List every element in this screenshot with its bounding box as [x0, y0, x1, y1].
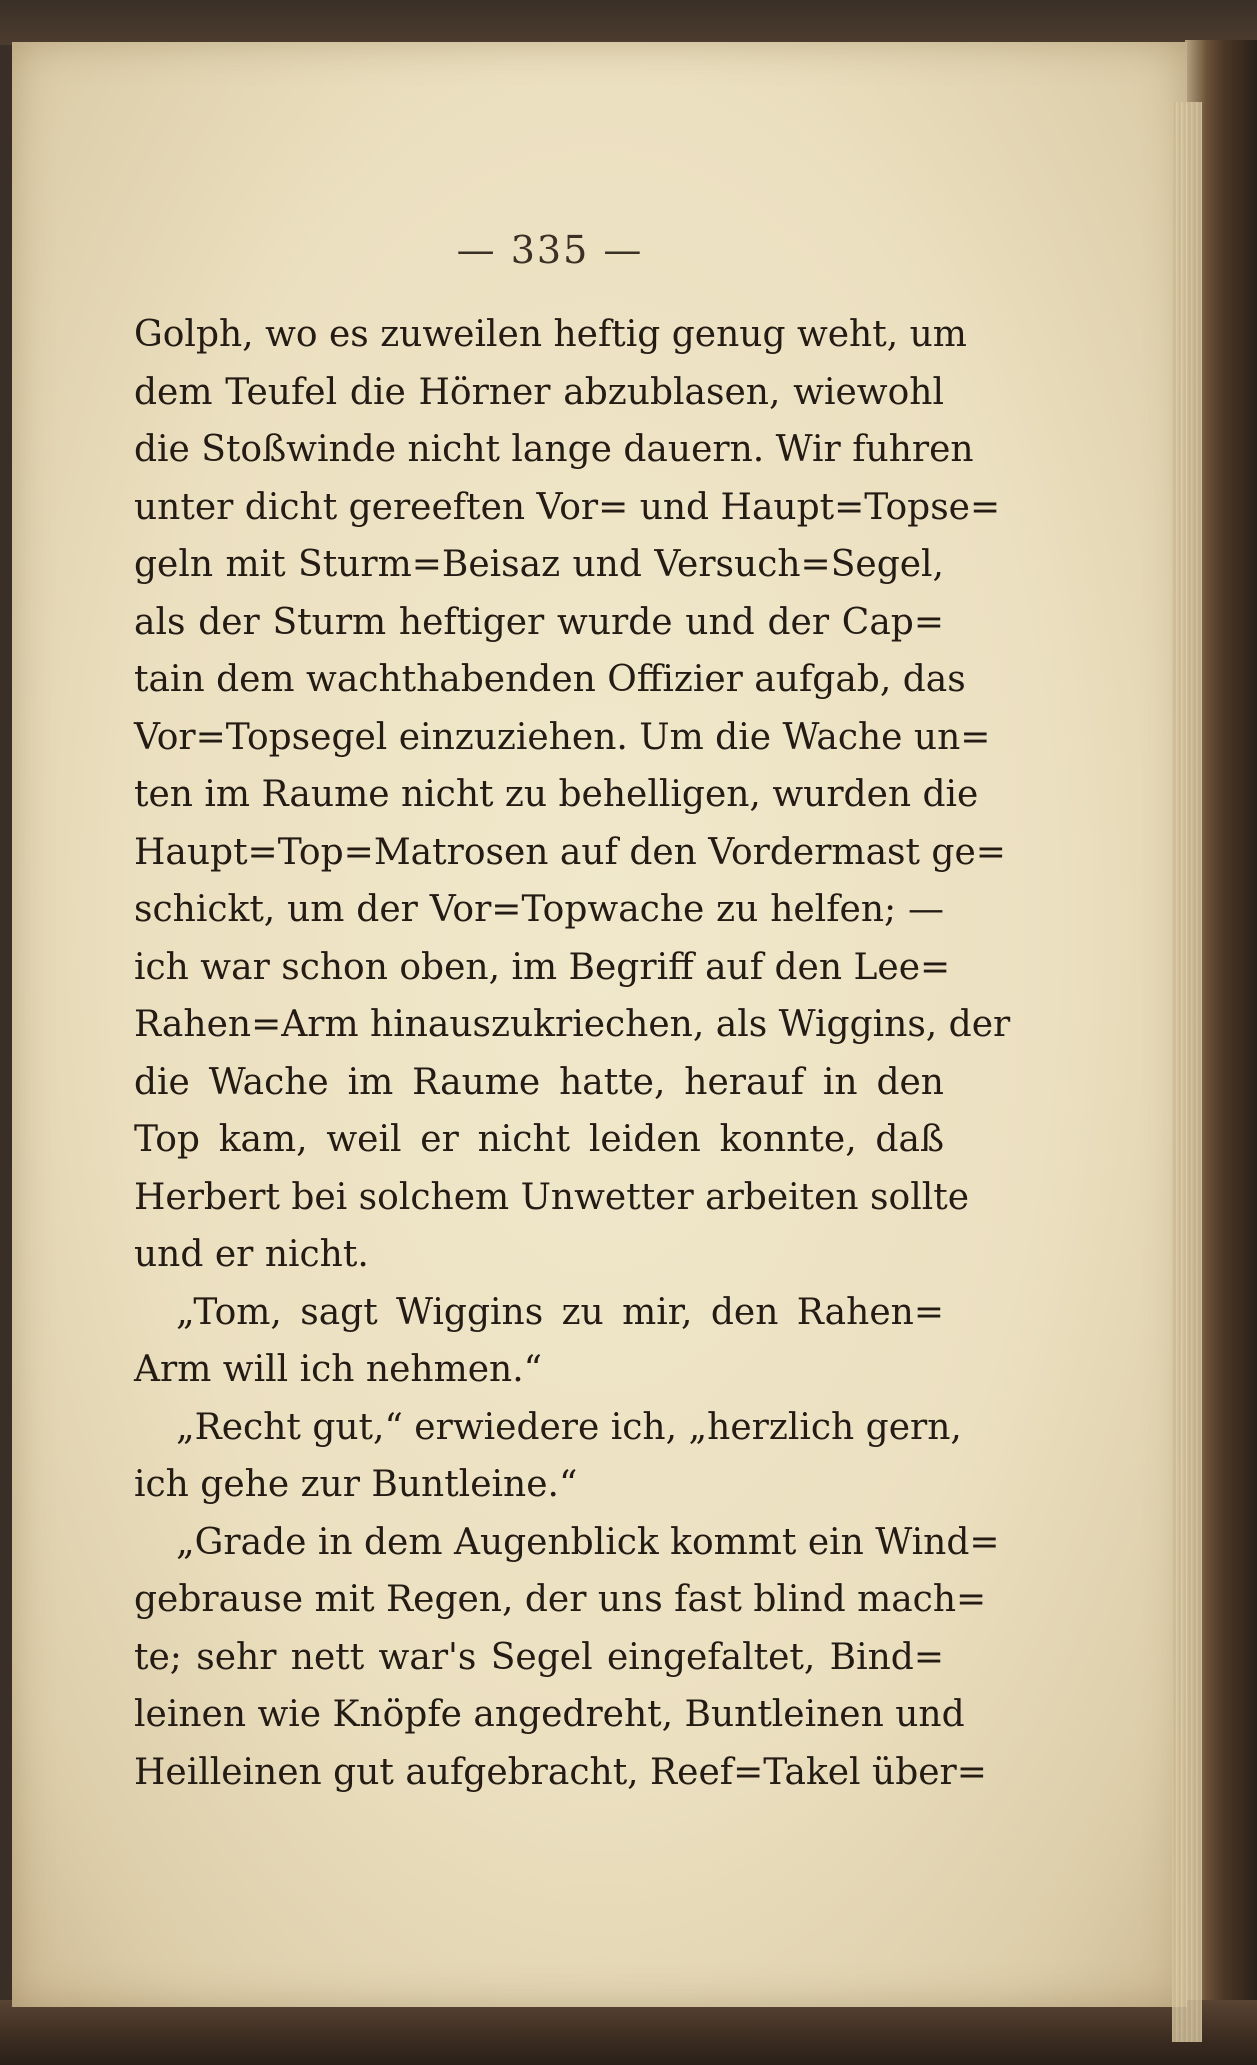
book-cover-bottom	[0, 2000, 1257, 2065]
text-line: ich gehe zur Buntleine.“	[134, 1464, 578, 1505]
text-line: Herbert bei solchem Unwetter arbeiten sollte	[134, 1176, 969, 1218]
text-line: „Recht gut,“ erwiedere ich, „herzlich gern,	[176, 1406, 962, 1448]
text-line: als der Sturm heftiger wurde und der Cap=	[134, 601, 944, 643]
text-line: Vor=Topsegel einzuziehen. Um die Wache un=	[134, 716, 991, 758]
text-line: Rahen=Arm hinauszukriechen, als Wiggins, der	[134, 1004, 1011, 1045]
text-line: und er nicht.	[134, 1234, 369, 1275]
text-line: Golph, wo es zuweilen heftig genug weht, um	[134, 314, 967, 355]
text-line: schickt, um der Vor=Topwache zu helfen; —	[134, 889, 944, 930]
book-cover-top	[0, 0, 1257, 45]
text-line: unter dicht gereeften Vor= und Haupt=Topse=	[134, 486, 1001, 528]
text-line: te; sehr nett war's Segel eingefaltet, Bind=	[134, 1636, 944, 1678]
text-line: „Grade in dem Augenblick kommt ein Wind=	[176, 1521, 1000, 1563]
text-line: Haupt=Top=Matrosen auf den Vordermast ge=	[134, 831, 1006, 873]
text-line: ich war schon oben, im Begriff auf den Lee=	[134, 946, 951, 988]
text-line: Top kam, weil er nicht leiden konnte, daß	[134, 1119, 944, 1160]
text-line: gebrause mit Regen, der uns fast blind mach=	[134, 1579, 987, 1620]
text-line: geln mit Sturm=Beisaz und Versuch=Segel,	[134, 544, 944, 585]
text-line: Arm will ich nehmen.“	[134, 1349, 543, 1390]
body-text	[134, 306, 1011, 1801]
text-line: tain dem wachthabenden Offizier aufgab, das	[134, 659, 966, 700]
text-line: leinen wie Knöpfe angedreht, Buntleinen und	[134, 1694, 965, 1735]
text-line: dem Teufel die Hörner abzublasen, wiewohl	[134, 371, 944, 413]
text-line: die Wache im Raume hatte, herauf in den	[134, 1061, 944, 1103]
text-line: Heilleinen gut aufgebracht, Reef=Takel über=	[134, 1751, 987, 1793]
text-line: „Tom, sagt Wiggins zu mir, den Rahen=	[176, 1291, 944, 1333]
text-line: ten im Raume nicht zu behelligen, wurden die	[134, 774, 979, 815]
page-edges	[1172, 102, 1202, 2042]
page-number: — 335 —	[456, 228, 644, 272]
text-line: die Stoßwinde nicht lange dauern. Wir fuhren	[134, 429, 974, 470]
